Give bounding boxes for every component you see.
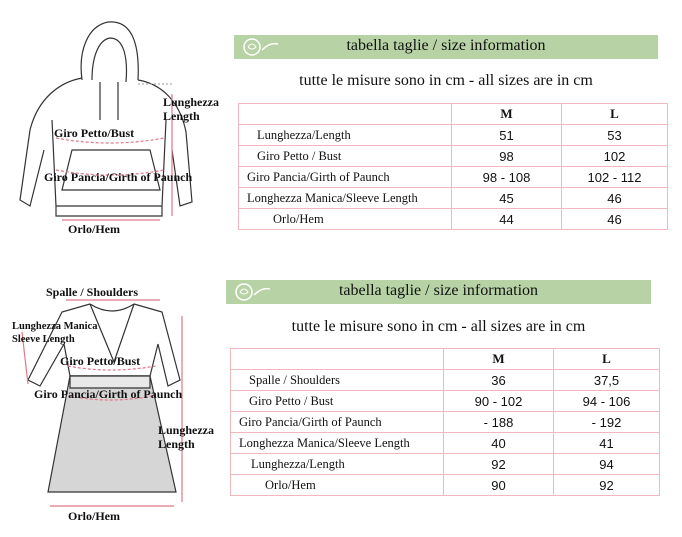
row-value-m: 90 [444, 475, 554, 496]
table-header-l: L [554, 348, 660, 370]
row-value-m: 92 [444, 454, 554, 475]
row-label: Lunghezza/Length [238, 125, 452, 146]
size-banner-1-title: tabella taglie / size information [346, 37, 546, 54]
table-row [230, 433, 660, 454]
figure1-hem-label: Orlo/Hem [68, 222, 120, 236]
size-table-2 [230, 348, 660, 496]
figure2-paunch-label: Giro Pancia/Girth of Paunch [34, 387, 183, 401]
table-row [230, 370, 660, 391]
row-value-l: 92 [554, 475, 660, 496]
figure2-shoulders-label: Spalle / Shoulders [46, 285, 139, 299]
size-banner-2-title: tabella taglie / size information [338, 282, 539, 299]
table-row [230, 391, 660, 412]
row-value-l: 102 - 112 [562, 167, 668, 188]
table-row [230, 475, 660, 496]
table-header-l: L [562, 103, 668, 125]
table-header-row [230, 348, 660, 370]
table-row [238, 167, 668, 188]
row-label: Orlo/Hem [238, 209, 452, 230]
figure2-length-label [158, 423, 214, 451]
table-row [238, 125, 668, 146]
figure2-sleeve-label [12, 320, 97, 346]
row-value-l: 46 [562, 188, 668, 209]
row-value-l: - 192 [554, 412, 660, 433]
table-header-m: M [444, 348, 554, 370]
table-row [238, 146, 668, 167]
table-row [230, 412, 660, 433]
figure1-length-label-en: Length [163, 109, 200, 123]
size-table-1 [238, 103, 668, 230]
size-subtitle-1: tutte le misure sono in cm - all sizes are in cm [299, 72, 593, 89]
table-header-row [238, 103, 668, 125]
figure2-length-label-en: Length [158, 437, 195, 451]
figure2-sleeve-label-it: Lunghezza Manica [12, 321, 98, 332]
table-row [238, 209, 668, 230]
row-value-l: 37,5 [554, 370, 660, 391]
table-header-m: M [452, 103, 562, 125]
figure1-length-label [163, 95, 219, 123]
row-label: Lunghezza/Length [230, 454, 444, 475]
row-label: Orlo/Hem [230, 475, 444, 496]
row-label: Longhezza Manica/Sleeve Length [230, 433, 444, 454]
table-header-label [230, 348, 444, 370]
row-value-l: 46 [562, 209, 668, 230]
row-value-m: 44 [452, 209, 562, 230]
row-value-m: 90 - 102 [444, 391, 554, 412]
table-row [230, 454, 660, 475]
row-label: Giro Pancia/Girth of Paunch [238, 167, 452, 188]
figure2-bust-label: Giro Petto/Bust [60, 354, 141, 368]
row-value-l: 94 [554, 454, 660, 475]
figure1-paunch-label: Giro Pancia/Girth of Paunch [44, 170, 193, 184]
row-value-m: 40 [444, 433, 554, 454]
figure2-sleeve-label-en: Sleeve Length [12, 334, 75, 345]
row-value-m: 51 [452, 125, 562, 146]
row-value-l: 102 [562, 146, 668, 167]
row-value-m: - 188 [444, 412, 554, 433]
row-label: Giro Petto / Bust [238, 146, 452, 167]
size-subtitle-2: tutte le misure sono in cm - all sizes are in cm [291, 318, 586, 335]
row-value-m: 98 [452, 146, 562, 167]
row-value-l: 53 [562, 125, 668, 146]
figure2-length-label-it: Lunghezza [158, 423, 215, 437]
row-label: Giro Pancia/Girth of Paunch [230, 412, 444, 433]
row-label: Longhezza Manica/Sleeve Length [238, 188, 452, 209]
row-label: Giro Petto / Bust [230, 391, 444, 412]
size-banner-2 [226, 280, 651, 304]
figure2-hem-label: Orlo/Hem [68, 509, 120, 523]
figure1-length-label-it: Lunghezza [163, 95, 220, 109]
row-value-l: 41 [554, 433, 660, 454]
row-value-m: 36 [444, 370, 554, 391]
row-label: Spalle / Shoulders [230, 370, 444, 391]
row-value-l: 94 - 106 [554, 391, 660, 412]
table-row [238, 188, 668, 209]
row-value-m: 98 - 108 [452, 167, 562, 188]
size-banner-1 [234, 35, 658, 59]
figure1-bust-label: Giro Petto/Bust [54, 126, 135, 140]
row-value-m: 45 [452, 188, 562, 209]
table-header-label [238, 103, 452, 125]
